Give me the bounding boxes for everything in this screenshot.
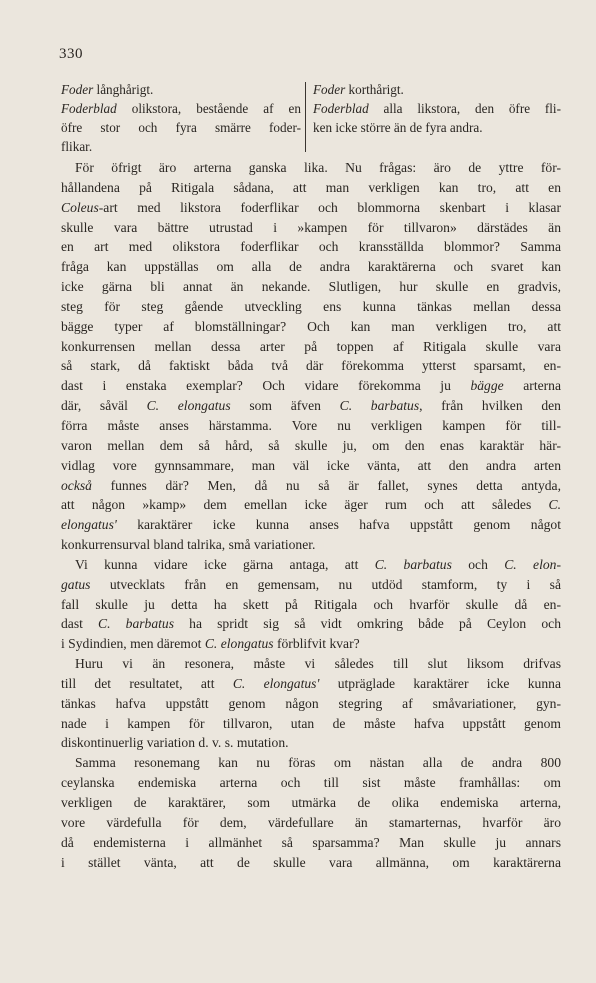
paragraph-line: tänkas hafva uppstått genom någon stegring af småvariationer, gyn-	[61, 695, 561, 711]
paragraph-line: nade i kampen för tillvaron, utan de måste hafva uppstått genom	[61, 715, 561, 731]
paragraph-line: i Sydindien, men däremot C. elongatus förblifvit kvar?	[61, 636, 360, 652]
paragraph-line: i stället vänta, att de skulle vara allmänna, om karaktärerna	[61, 854, 561, 870]
paragraph-line: konkurrensurval bland talrika, små variationer.	[61, 537, 316, 553]
paragraph-line: fall skulle ju detta ha skett på Ritigala och hvarför skulle då en-	[61, 596, 561, 612]
right-column	[313, 80, 561, 137]
body-text	[61, 158, 561, 872]
paragraph-line: Huru vi än resonera, måste vi således till slut liksom drifvas	[75, 656, 561, 672]
paragraph-line: så stark, då faktiskt båda två där förekomma ytterst sparsamt, en-	[61, 358, 561, 374]
page-number: 330	[59, 46, 83, 62]
paragraph-line: dast i enstaka exemplar? Och vidare förekomma ju bägge arterna	[61, 378, 561, 394]
paragraph-line: vore värdefulla för dem, värdefullare än stamarternas, hvarför äro	[61, 814, 561, 830]
right-column-line: Foderblad alla likstora, den öfre fli-	[313, 101, 561, 116]
paragraph-line: där, såväl C. elongatus som äfven C. barbatus, från hvilken den	[61, 398, 561, 414]
left-column-line: flikar.	[61, 139, 93, 154]
paragraph-line: steg för steg gående utveckling ens kunna tänkas mellan dessa	[61, 298, 561, 314]
paragraph-line: Coleus-art med likstora foderflikar och blommorna skenbart i klasar	[61, 199, 561, 215]
paragraph-line: till det resultatet, att C. elongatus' utpräglade karaktärer icke kunna	[61, 675, 561, 691]
paragraph-line: dast C. barbatus ha spridt sig så vidt omkring både på Ceylon och	[61, 616, 561, 632]
paragraph-line: hållandena på Ritigala sådana, att man verkligen kan tro, att en	[61, 179, 561, 195]
paragraph-line: verkligen de karaktärer, som utmärka de olika endemiska arterna,	[61, 795, 561, 810]
right-column-heading: Foder korthårigt.	[313, 82, 404, 97]
paragraph-line: förra måste anses härstamma. Vore nu verkligen kampen för till-	[61, 417, 561, 433]
paragraph-line: att någon »kamp» dem emellan icke äger rum och att således C.	[61, 497, 561, 513]
left-column-line: Foderblad olikstora, bestående af en	[61, 101, 301, 116]
right-column-line: ken icke större än de fyra andra.	[313, 120, 483, 135]
paragraph-line: konkurrensen mellan dessa arter på toppen af Ritigala skulle vara	[61, 338, 561, 354]
paragraph-line: skulle vara bättre utrustad i »kampen för tillvaron» därstädes än	[61, 219, 561, 235]
paragraph-line: vidlag vore gynnsammare, man väl icke vänta, att den andra arten	[61, 457, 561, 473]
comparison-table	[61, 80, 561, 160]
paragraph-line: ceylanska endemiska arterna och till sist måste framhållas: om	[61, 775, 561, 791]
paragraph-line: också funnes där? Men, då nu så är fallet, synes detta antyda,	[61, 477, 561, 493]
paragraph-line: bägge typer af blomställningar? Och kan man verkligen tro, att	[61, 318, 561, 334]
paragraph-line: en art med olikstora foderflikar och kransställda blommor? Samma	[61, 239, 561, 255]
paragraph-line: diskontinuerlig variation d. v. s. mutation.	[61, 735, 289, 751]
paragraph-line: Samma resonemang kan nu föras om nästan alla de andra 800	[75, 755, 561, 771]
left-column	[61, 80, 301, 156]
paragraph-line: elongatus' karaktärer icke kunna anses hafva uppstått genom något	[61, 517, 561, 533]
paragraph-line: då endemisterna i allmänhet så sparsamma? Man skulle ju annars	[61, 834, 561, 850]
column-divider	[305, 82, 306, 152]
paragraph-line: gatus utvecklats från en gemensam, nu utdöd stamform, ty i så	[61, 576, 561, 592]
left-column-line: öfre stor och fyra smärre foder-	[61, 120, 301, 135]
paragraph-line: icke gärna bli annat än nekande. Slutligen, hur skulle en gradvis,	[61, 279, 561, 295]
paragraph-line: varon mellan dem så hård, så skulle ju, om den enas karaktär här-	[61, 437, 561, 453]
paragraph-line: För öfrigt äro arterna ganska lika. Nu frågas: äro de yttre för-	[75, 160, 561, 175]
paragraph-line: Vi kunna vidare icke gärna antaga, att C. barbatus och C. elon-	[75, 556, 561, 572]
paragraph-line: fråga kan uppställas om alla de andra karaktärerna och svaret kan	[61, 259, 561, 275]
left-column-heading: Foder långhårigt.	[61, 82, 154, 97]
